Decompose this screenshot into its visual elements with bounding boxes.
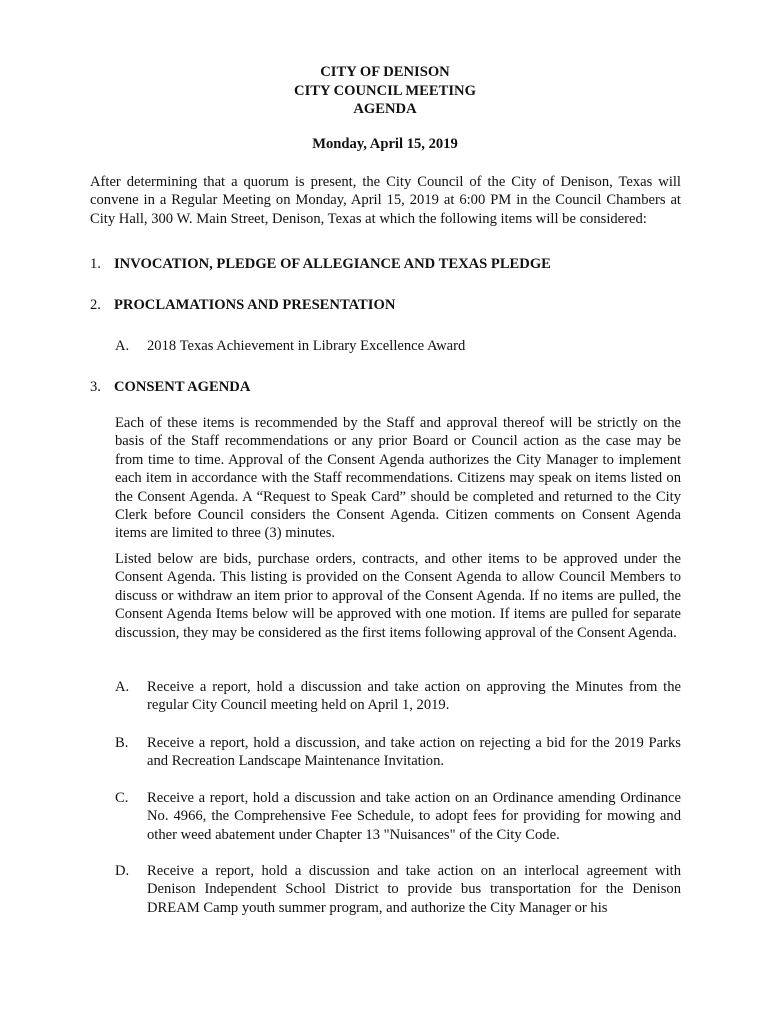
consent-item-d	[115, 862, 681, 917]
item-letter: B.	[115, 735, 129, 751]
section-2-item-a	[115, 337, 681, 355]
document-header	[0, 63, 770, 119]
consent-item-b	[115, 734, 681, 771]
item-text: Receive a report, hold a discussion and take action on an Ordinance amending Ordinance No. 4966, the Comprehensive Fee Schedule, to adopt fees for providing for mowing and other weed abatement under Chapter 13 "Nuisances" of the City Code.	[147, 790, 681, 843]
item-text: Receive a report, hold a discussion, and take action on rejecting a bid for the 2019 Parks and Recreation Landscape Maintenance Invitation.	[147, 735, 681, 770]
meeting-date: Monday, April 15, 2019	[312, 136, 458, 152]
consent-paragraph-1: Each of these items is recommended by the Staff and approval thereof will be strictly on the basis of the Staff recommendations or any prior Board or Council action as the case may be from time to time. Approval of the Consent Agenda authorizes the City Manager to implement each item in accordance with the Staff recommendations. Citizens may speak on items listed on the Consent Agenda. A “Request to Speak Card” should be completed and returned to the City Clerk before Council considers the Consent Agenda. Citizen comments on Consent Agenda items are limited to three (3) minutes.	[115, 415, 681, 542]
item-letter: A.	[115, 679, 130, 695]
section-title: PROCLAMATIONS AND PRESENTATION	[114, 297, 396, 313]
section-3-heading	[90, 378, 681, 396]
item-letter: C.	[115, 790, 129, 806]
item-text: 2018 Texas Achievement in Library Excellence Award	[147, 338, 466, 354]
intro-paragraph: After determining that a quorum is present, the City Council of the City of Denison, Texas will convene in a Regular Meeting on Monday, April 15, 2019 at 6:00 PM in the Council Chambers at City Hall, 300 W. Main Street, Denison, Texas at which the following items will be considered:	[90, 174, 681, 227]
section-number: 1.	[90, 256, 101, 272]
consent-item-a	[115, 678, 681, 715]
item-text: Receive a report, hold a discussion and take action on an interlocal agreement with Denison Independent School District to provide bus transportation for the Denison DREAM Camp youth summer program, and authorize the City Manager or his	[147, 863, 681, 916]
section-title: CONSENT AGENDA	[114, 379, 251, 395]
consent-paragraph-2: Listed below are bids, purchase orders, contracts, and other items to be approved under the Consent Agenda. This listing is provided on the Consent Agenda to allow Council Members to discuss or withdraw an item prior to approval of the Consent Agenda. If no items are pulled, the Consent Agenda Items below will be approved with one motion. If items are pulled for separate discussion, they may be considered as the first items following approval of the Consent Agenda.	[115, 551, 681, 641]
section-2-heading	[90, 296, 681, 314]
meeting-name: CITY COUNCIL MEETING	[294, 82, 476, 99]
item-text: Receive a report, hold a discussion and take action on approving the Minutes from the regular City Council meeting held on April 1, 2019.	[147, 679, 681, 714]
section-1-heading	[90, 255, 681, 273]
item-letter: A.	[115, 338, 130, 354]
item-letter: D.	[115, 863, 130, 879]
section-title: INVOCATION, PLEDGE OF ALLEGIANCE AND TEXAS PLEDGE	[114, 256, 551, 272]
section-number: 2.	[90, 297, 101, 313]
consent-item-c	[115, 789, 681, 844]
document-title: AGENDA	[353, 101, 417, 118]
city-name: CITY OF DENISON	[320, 64, 450, 80]
section-number: 3.	[90, 379, 101, 395]
